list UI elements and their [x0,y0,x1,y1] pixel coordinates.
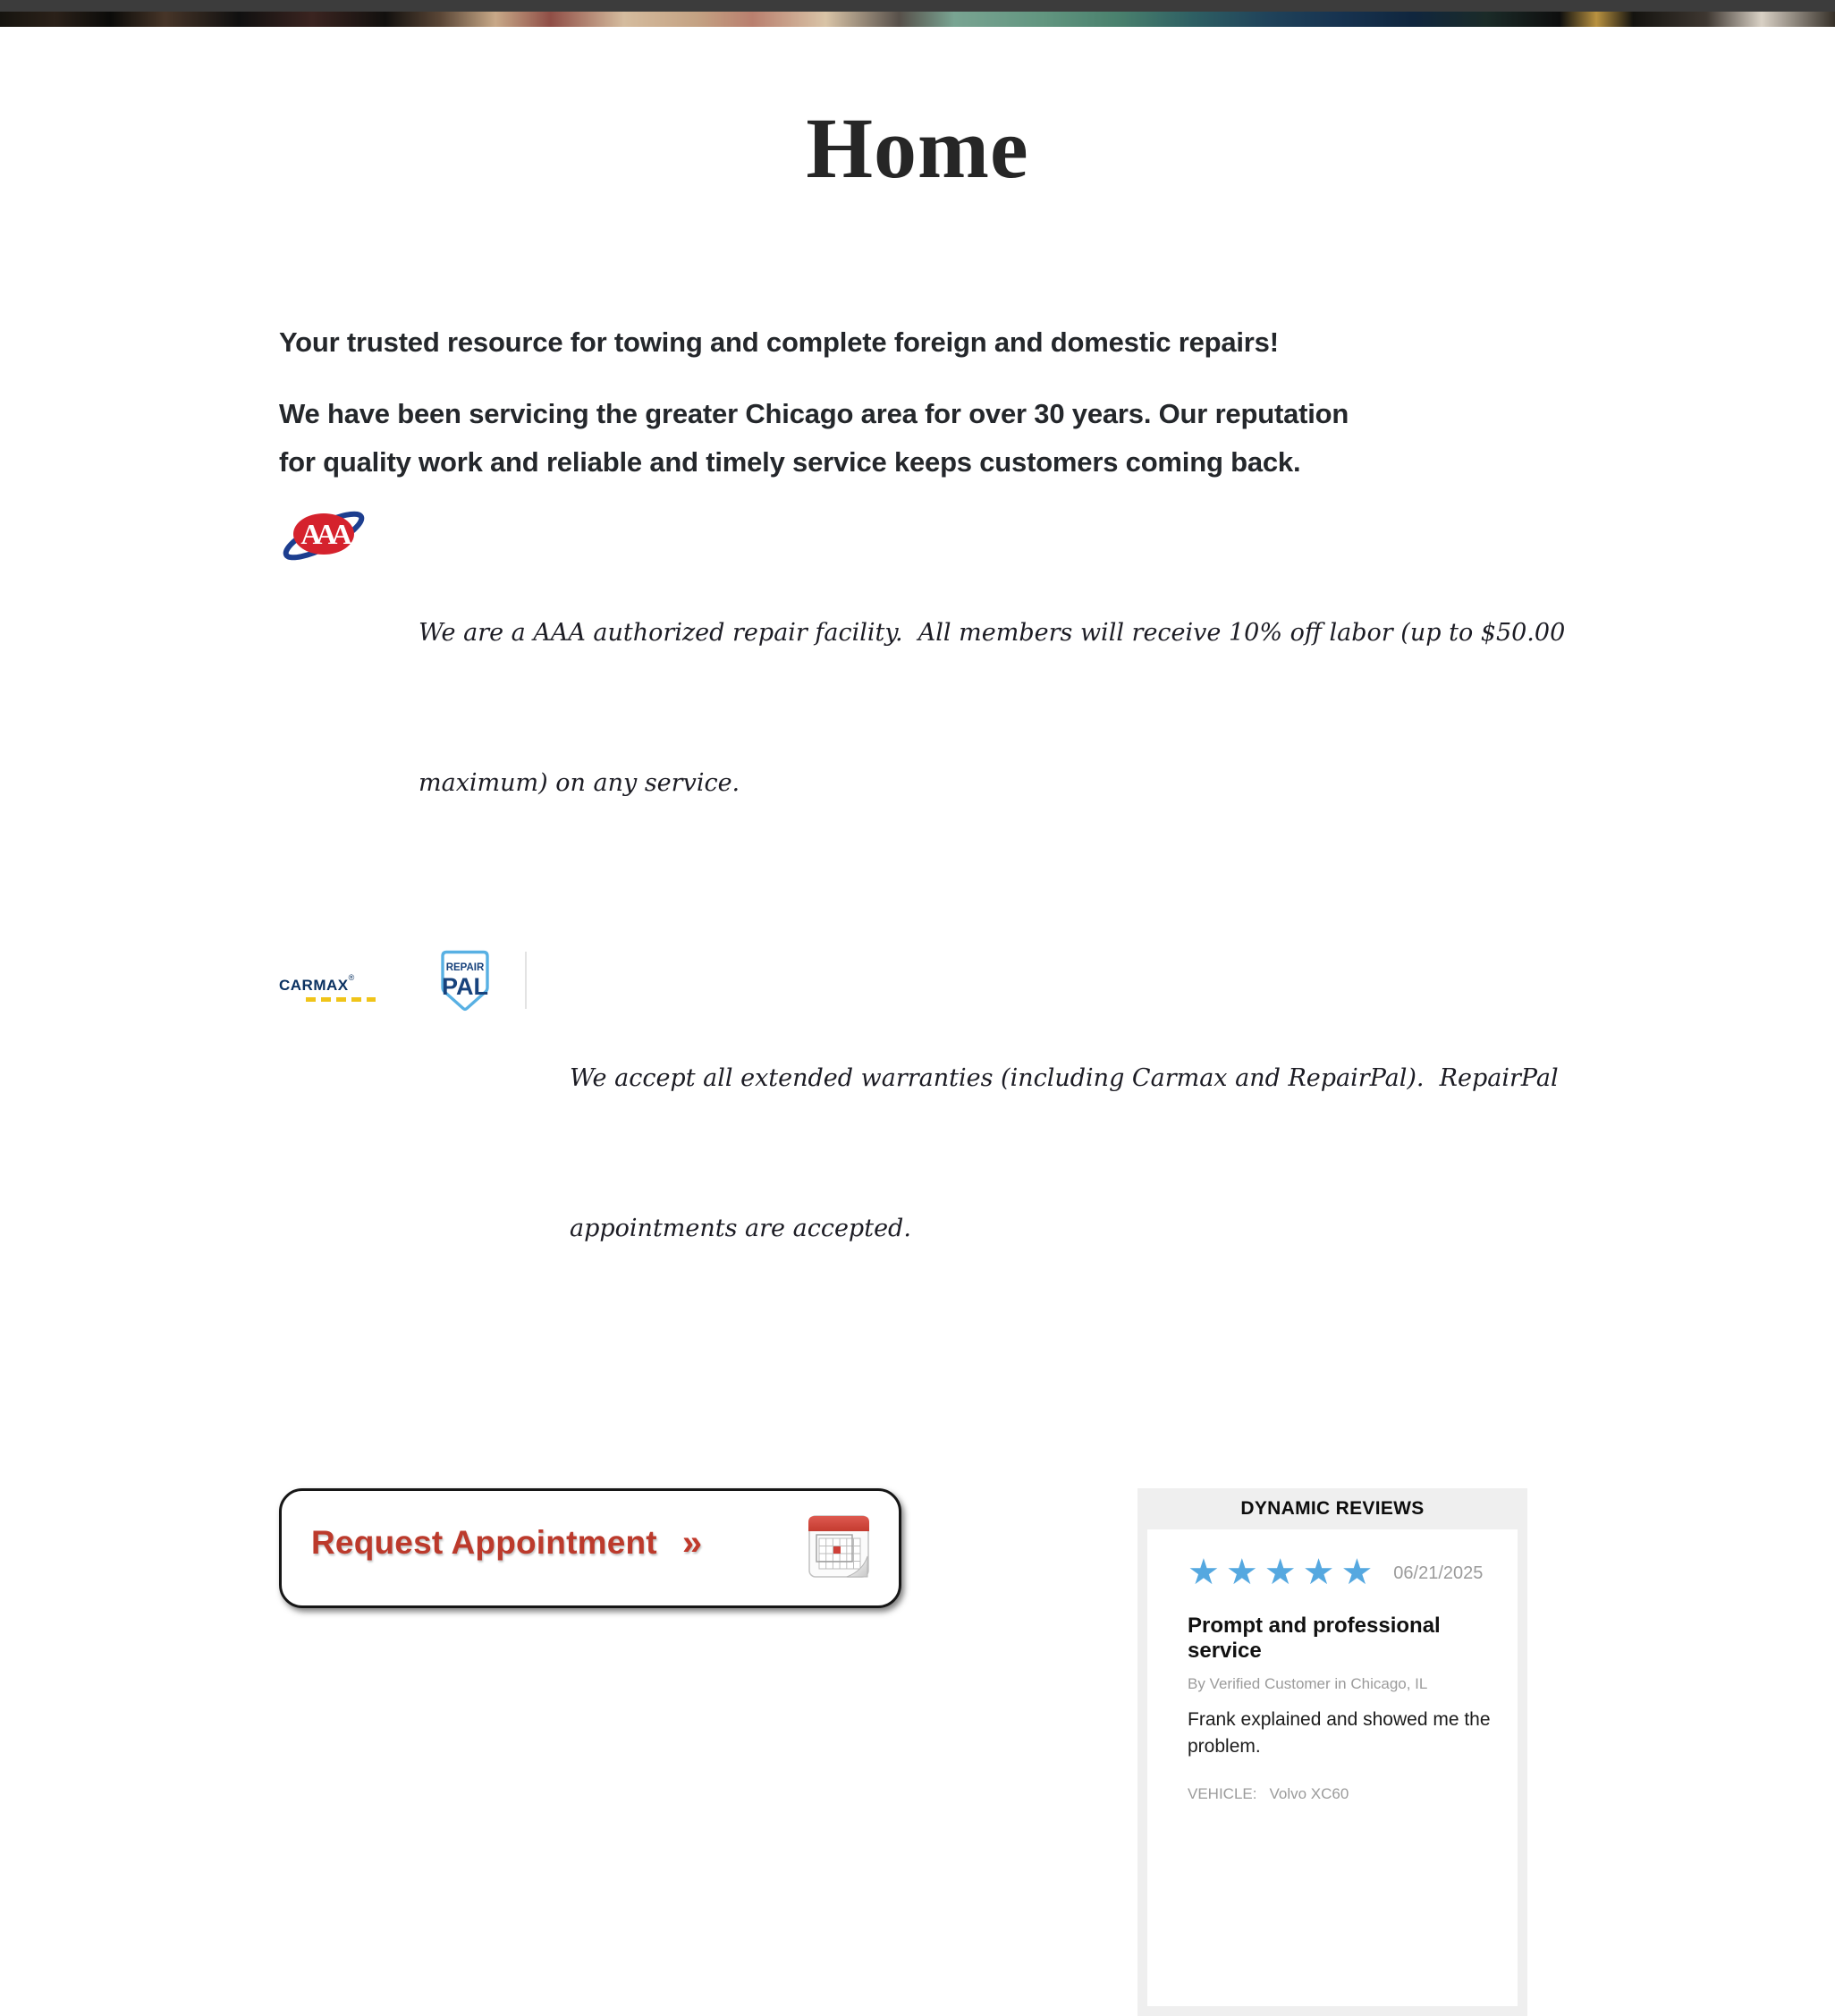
carmax-logo [279,973,377,1002]
intro-paragraph-2 [279,390,1567,487]
star-icon: ★ [1264,1552,1297,1593]
repairpal-logo-text-bottom: PAL [442,973,488,1000]
review-date: 06/21/2025 [1393,1563,1484,1583]
review-body: Frank explained and showed me the problem. [1188,1709,1491,1758]
aaa-logo-icon [283,506,372,571]
review-title: Prompt and professional service [1188,1614,1441,1663]
warranty-text-line2: appointments are accepted. [570,1215,911,1242]
logo-text-divider [525,952,527,1009]
carmax-dashes [306,997,376,1002]
request-appointment-text [311,1523,702,1563]
review-vehicle-row [1188,1785,1491,1803]
browser-top-bar [0,0,1835,12]
reviews-panel-title: DYNAMIC REVIEWS [1240,1498,1425,1519]
page-title: Home [806,100,1029,196]
star-icon: ★ [1225,1552,1258,1593]
repairpal-logo-text-top: REPAIR [445,962,485,973]
intro-paragraph-2-line1: We have been servicing the greater Chicago area for over 30 years. Our reputation [279,398,1349,429]
star-icon: ★ [1188,1552,1220,1593]
review-card [1147,1529,1518,2006]
warranty-text [570,953,1559,1354]
aaa-text [419,508,1565,909]
request-appointment-button[interactable] [279,1488,901,1608]
aaa-section [279,506,1567,909]
review-byline: By Verified Customer in Chicago, IL [1188,1675,1428,1692]
double-chevron-icon: » [681,1522,703,1563]
star-icon: ★ [1340,1552,1374,1593]
cta-row [279,1488,1567,2016]
dynamic-reviews-panel [1137,1488,1527,2016]
star-row [1188,1552,1379,1593]
intro-paragraph-1: Your trusted resource for towing and complete foreign and domestic repairs! [279,326,1279,358]
review-rating-row [1188,1552,1491,1593]
main-content [279,318,1567,2016]
repairpal-logo [436,950,494,1014]
request-appointment-label: Request Appointment [311,1524,657,1561]
vehicle-value: Volvo XC60 [1269,1784,1349,1802]
carmax-logo-text: carmax [279,971,349,995]
aaa-logo-text: AAA [300,518,347,550]
warranty-section [279,950,1567,1354]
intro-paragraph-2-line2: for quality work and reliable and timely service keeps customers coming back. [279,446,1301,478]
header-photo-strip [0,12,1835,27]
star-icon: ★ [1302,1552,1335,1593]
aaa-text-line1: We are a AAA authorized repair facility. All members will receive 10% off labor (up to $50.00 [419,619,1566,647]
calendar-icon [808,1512,872,1580]
warranty-text-line1: We accept all extended warranties (including Carmax and RepairPal). RepairPal [570,1064,1559,1092]
carmax-registered-mark: ® [348,973,355,982]
aaa-text-line2: maximum) on any service. [419,769,740,797]
vehicle-label: VEHICLE: [1188,1784,1257,1802]
